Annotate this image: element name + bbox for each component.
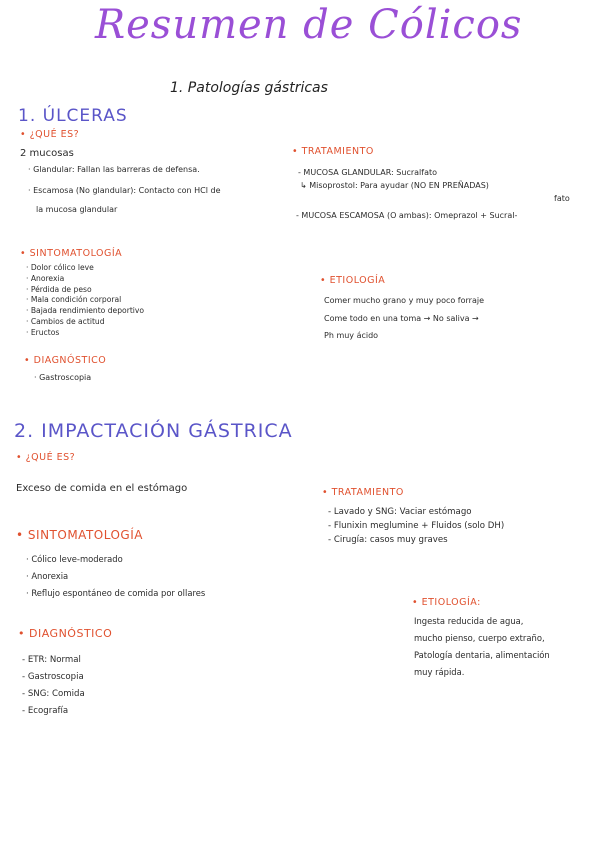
bullet-dot-icon: • [20, 129, 30, 140]
list-item: - Ecografía [22, 706, 69, 716]
list-item: · Cólico leve-moderado [26, 554, 123, 564]
section2-etiologia-list [414, 613, 550, 681]
section1-que-es-line2: · Escamosa (No glandular): Contacto con HCl de [28, 186, 221, 195]
section1-tratamiento-line3-end: fato [554, 194, 570, 203]
section1-sintomatologia-list [26, 263, 144, 339]
section1-diagnostico-label [24, 355, 106, 366]
bullet-dot-icon: • [16, 452, 26, 463]
list-item: muy rápida. [414, 667, 465, 677]
bullet-dot-icon: • [24, 355, 34, 366]
label-text: SINTOMATOLOGÍA [27, 528, 143, 542]
section1-tratamiento-line2: ↳ Misoprostol: Para ayudar (NO EN PREÑADAS) [300, 181, 489, 190]
label-text: TRATAMIENTO [301, 146, 374, 157]
section1-que-es-label [20, 129, 79, 140]
section2-etiologia-label [412, 597, 481, 608]
section2-tratamiento-label [322, 487, 404, 498]
section1-sintomatologia-label [20, 248, 122, 259]
section1-etiologia-line2: Come todo en una toma → No saliva → [324, 314, 479, 323]
bullet-dot-icon: • [18, 627, 29, 640]
section2-que-es-text: Exceso de comida en el estómago [16, 483, 188, 494]
section1-heading: 1. ÚLCERAS [18, 106, 128, 126]
list-item: - Flunixin meglumine + Fluidos (solo DH) [328, 521, 505, 531]
list-item: · Dolor cólico leve [26, 263, 94, 272]
label-text: SINTOMATOLOGÍA [29, 248, 123, 259]
section2-diagnostico-list [22, 652, 85, 720]
label-text: ETIOLOGÍA: [421, 597, 481, 608]
section1-etiologia-line1: Comer mucho grano y muy poco forraje [324, 296, 484, 305]
section2-heading: 2. IMPACTACIÓN GÁSTRICA [14, 420, 293, 442]
list-item: · Anorexia [26, 273, 65, 283]
section2-tratamiento-list [328, 505, 504, 547]
bullet-dot-icon: • [292, 146, 302, 157]
section1-tratamiento-line1: - MUCOSA GLANDULAR: Sucralfato [298, 168, 437, 177]
section1-tratamiento-line3: - MUCOSA ESCAMOSA (O ambas): Omeprazol + Sucral- [296, 211, 518, 220]
list-item: · Eructos [26, 327, 60, 337]
list-item: - Cirugía: casos muy graves [328, 535, 448, 545]
section1-etiologia-line3: Ph muy ácido [324, 331, 379, 340]
bullet-dot-icon: • [412, 597, 422, 608]
bullet-dot-icon: • [16, 528, 28, 542]
list-item: · Pérdida de peso [26, 284, 92, 294]
section1-etiologia-label [320, 275, 385, 286]
label-text: ETIOLOGÍA [329, 275, 386, 286]
list-item: - SNG: Comida [22, 689, 85, 699]
section2-que-es-label [16, 452, 75, 463]
label-text: TRATAMIENTO [331, 487, 404, 498]
section2-sintomatologia-list [26, 551, 205, 602]
section2-sintomatologia-label [16, 528, 143, 542]
label-text: ¿QUÉ ES? [25, 452, 76, 463]
list-item: - ETR: Normal [22, 655, 81, 665]
page-title: Resumen de Cólicos [95, 2, 523, 48]
list-item: · Cambios de actitud [26, 316, 105, 326]
list-item: - Gastroscopia [22, 672, 84, 682]
section1-que-es-line3: la mucosa glandular [36, 205, 118, 214]
list-item: mucho pienso, cuerpo extraño, [414, 633, 545, 643]
label-text: DIAGNÓSTICO [33, 355, 107, 366]
bullet-dot-icon: • [20, 248, 30, 259]
list-item: · Mala condición corporal [26, 295, 122, 305]
section1-que-es-line1: · Glandular: Fallan las barreras de defensa. [28, 165, 200, 174]
page-subtitle: 1. Patologías gástricas [170, 80, 328, 96]
list-item: - Lavado y SNG: Vaciar estómago [328, 507, 472, 517]
bullet-dot-icon: • [320, 275, 330, 286]
list-item: · Reflujo espontáneo de comida por ollares [26, 588, 206, 598]
label-text: DIAGNÓSTICO [29, 627, 113, 640]
section1-diagnostico-item: · Gastroscopia [34, 373, 92, 382]
list-item: Patología dentaria, alimentación [414, 650, 550, 660]
section1-que-es-intro: 2 mucosas [20, 148, 74, 159]
list-item: · Anorexia [26, 571, 69, 581]
section2-diagnostico-label [18, 627, 112, 640]
label-text: ¿QUÉ ES? [29, 129, 80, 140]
section1-tratamiento-label [292, 146, 374, 157]
list-item: · Bajada rendimiento deportivo [26, 306, 145, 316]
bullet-dot-icon: • [322, 487, 332, 498]
list-item: Ingesta reducida de agua, [414, 616, 524, 626]
